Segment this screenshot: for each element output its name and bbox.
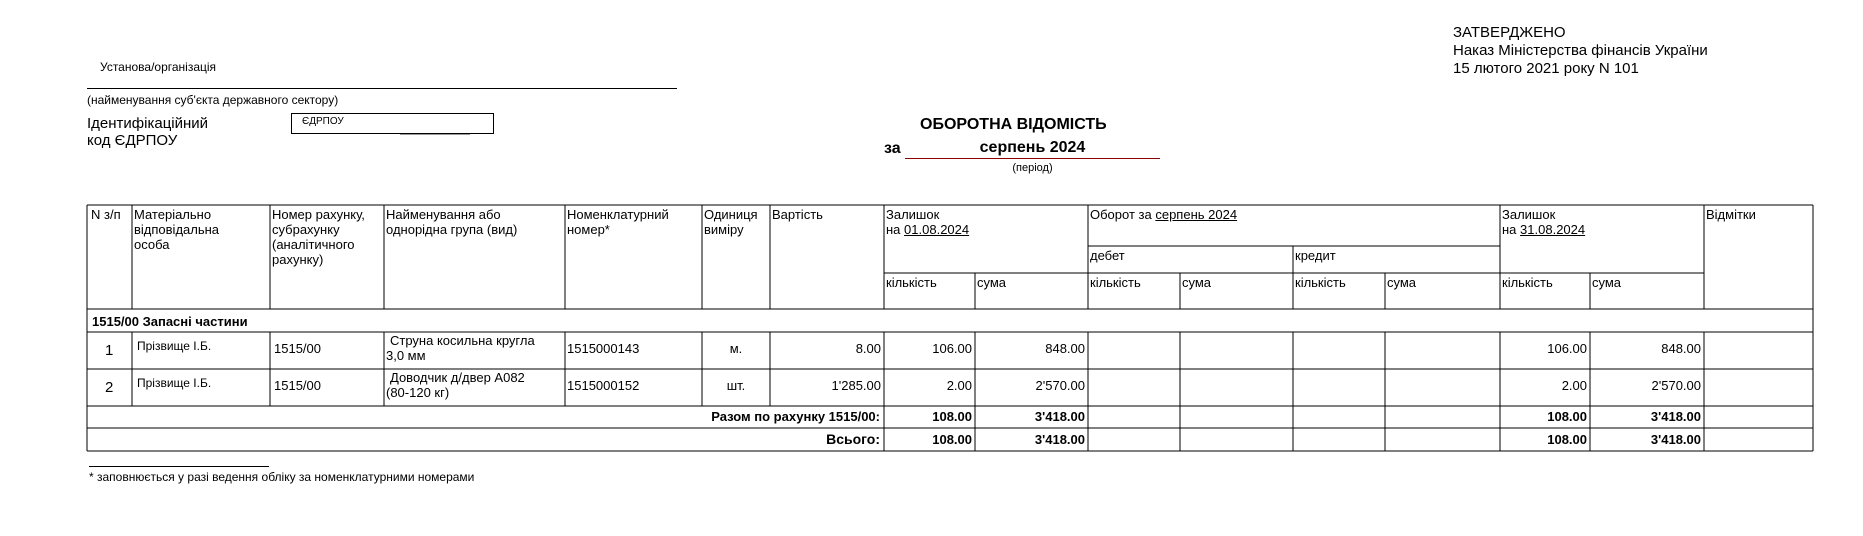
ident-label-line2: код ЄДРПОУ bbox=[87, 132, 178, 149]
row1-close-qty: 106.00 bbox=[1547, 341, 1587, 356]
approval-title: ЗАТВЕРДЖЕНО bbox=[1453, 24, 1566, 41]
period-value: серпень 2024 bbox=[905, 139, 1160, 159]
header-open-qty: кількість bbox=[886, 275, 937, 290]
header-close-qty: кількість bbox=[1502, 275, 1553, 290]
subtotal-open-qty: 108.00 bbox=[932, 409, 972, 424]
header-closing-date: 31.08.2024 bbox=[1520, 222, 1586, 237]
org-name-line bbox=[87, 88, 677, 89]
row1-name bbox=[386, 333, 535, 363]
header-person bbox=[134, 207, 219, 252]
row1-cost: 8.00 bbox=[855, 341, 881, 356]
header-nomen bbox=[567, 207, 669, 237]
header-name-line2: однорідна група (вид) bbox=[386, 222, 518, 237]
header-opening-label: Залишок bbox=[886, 207, 940, 222]
header-person-line1: Матеріально bbox=[134, 207, 212, 222]
header-close-sum: сума bbox=[1592, 275, 1622, 290]
header-name bbox=[386, 207, 517, 237]
row2-open-sum: 2'570.00 bbox=[1035, 378, 1085, 393]
row1-open-qty: 106.00 bbox=[932, 341, 972, 356]
header-account-line3: (аналітичного bbox=[272, 237, 355, 252]
row2-close-qty: 2.00 bbox=[1561, 378, 1587, 393]
row2-name-line1: Доводчик д/двер А082 bbox=[390, 370, 525, 385]
header-account-line2: субрахунку bbox=[272, 222, 340, 237]
header-person-line3: особа bbox=[134, 237, 170, 252]
ident-label-line1: Ідентифікаційний bbox=[87, 115, 209, 132]
header-credit-sum: сума bbox=[1387, 275, 1417, 290]
header-credit: кредит bbox=[1295, 248, 1336, 263]
header-closing-date-line bbox=[1502, 222, 1585, 237]
period-caption: (період) bbox=[1012, 162, 1053, 174]
approval-date: 15 лютого 2021 року N 101 bbox=[1453, 60, 1639, 77]
row1-nomen: 1515000143 bbox=[567, 341, 640, 356]
row2-name bbox=[386, 370, 525, 400]
row2-account: 1515/00 bbox=[274, 378, 321, 393]
header-account bbox=[272, 207, 365, 267]
row1-person: Прізвище І.Б. bbox=[137, 339, 212, 353]
header-unit-line2: виміру bbox=[704, 222, 744, 237]
header-turnover bbox=[1090, 207, 1237, 222]
row1-open-sum: 848.00 bbox=[1045, 341, 1085, 356]
approval-order: Наказ Міністерства фінансів України bbox=[1453, 42, 1708, 59]
total-label: Всього: bbox=[826, 431, 880, 447]
header-closing bbox=[1502, 207, 1585, 237]
row1-num: 1 bbox=[105, 342, 114, 359]
footnote: * заповнюється у разі ведення обліку за номенклатурними номерами bbox=[89, 470, 475, 484]
header-opening-prefix: на bbox=[886, 222, 901, 237]
period-prefix: за bbox=[884, 140, 901, 157]
header-opening-date: 01.08.2024 bbox=[904, 222, 970, 237]
edrpou-field[interactable]: ЄДРПОУ bbox=[291, 113, 494, 134]
header-debit-sum: сума bbox=[1182, 275, 1212, 290]
edrpou-underline bbox=[400, 134, 470, 135]
document-title: ОБОРОТНА ВІДОМІСТЬ bbox=[920, 116, 1107, 133]
header-nomen-line1: Номенклатурний bbox=[567, 207, 669, 222]
row2-nomen: 1515000152 bbox=[567, 378, 640, 393]
header-unit bbox=[704, 207, 758, 237]
subtotal-open-sum: 3'418.00 bbox=[1034, 409, 1085, 424]
header-opening-date-line bbox=[886, 222, 969, 237]
total-open-qty: 108.00 bbox=[932, 432, 972, 447]
header-unit-line1: Одиниця bbox=[704, 207, 758, 222]
header-nomen-line2: номер* bbox=[567, 222, 610, 237]
approval-stamp bbox=[1453, 24, 1708, 78]
row1-name-line2: 3,0 мм bbox=[386, 348, 426, 363]
header-opening bbox=[886, 207, 969, 237]
row1-close-sum: 848.00 bbox=[1661, 341, 1701, 356]
row1-unit: м. bbox=[729, 341, 743, 356]
row2-unit: шт. bbox=[726, 378, 746, 393]
header-debit-qty: кількість bbox=[1090, 275, 1141, 290]
header-closing-prefix: на bbox=[1502, 222, 1517, 237]
subtotal-close-qty: 108.00 bbox=[1547, 409, 1587, 424]
header-notes: Відмітки bbox=[1706, 207, 1756, 222]
subtotal-close-sum: 3'418.00 bbox=[1650, 409, 1701, 424]
header-turnover-label: Оборот за bbox=[1090, 207, 1152, 222]
ident-code-label bbox=[87, 115, 208, 149]
group-row-label: 1515/00 Запасні частини bbox=[92, 314, 248, 329]
row2-open-qty: 2.00 bbox=[946, 378, 972, 393]
row2-name-line2: (80-120 кг) bbox=[386, 385, 450, 400]
header-credit-qty: кількість bbox=[1295, 275, 1346, 290]
org-name-caption: (найменування суб'єкта державного сектору) bbox=[87, 93, 339, 107]
header-open-sum: сума bbox=[977, 275, 1007, 290]
row1-name-line1: Струна косильна кругла bbox=[390, 333, 535, 348]
total-open-sum: 3'418.00 bbox=[1034, 432, 1085, 447]
subtotal-label: Разом по рахунку 1515/00: bbox=[711, 409, 880, 424]
header-cost: Вартість bbox=[772, 207, 823, 222]
total-close-sum: 3'418.00 bbox=[1650, 432, 1701, 447]
header-account-line1: Номер рахунку, bbox=[272, 207, 365, 222]
header-name-line1: Найменування або bbox=[386, 207, 501, 222]
row2-cost: 1'285.00 bbox=[831, 378, 881, 393]
org-label: Установа/організація bbox=[100, 60, 217, 74]
total-close-qty: 108.00 bbox=[1547, 432, 1587, 447]
header-num: N з/п bbox=[91, 207, 121, 222]
footnote-separator bbox=[89, 466, 269, 467]
row2-num: 2 bbox=[105, 379, 114, 396]
header-debit: дебет bbox=[1090, 248, 1125, 263]
header-person-line2: відповідальна bbox=[134, 222, 220, 237]
row1-account: 1515/00 bbox=[274, 341, 321, 356]
row2-person: Прізвище І.Б. bbox=[137, 376, 212, 390]
row2-close-sum: 2'570.00 bbox=[1651, 378, 1701, 393]
header-closing-label: Залишок bbox=[1502, 207, 1556, 222]
header-turnover-period: серпень 2024 bbox=[1155, 207, 1238, 222]
header-account-line4: рахунку) bbox=[272, 252, 324, 267]
